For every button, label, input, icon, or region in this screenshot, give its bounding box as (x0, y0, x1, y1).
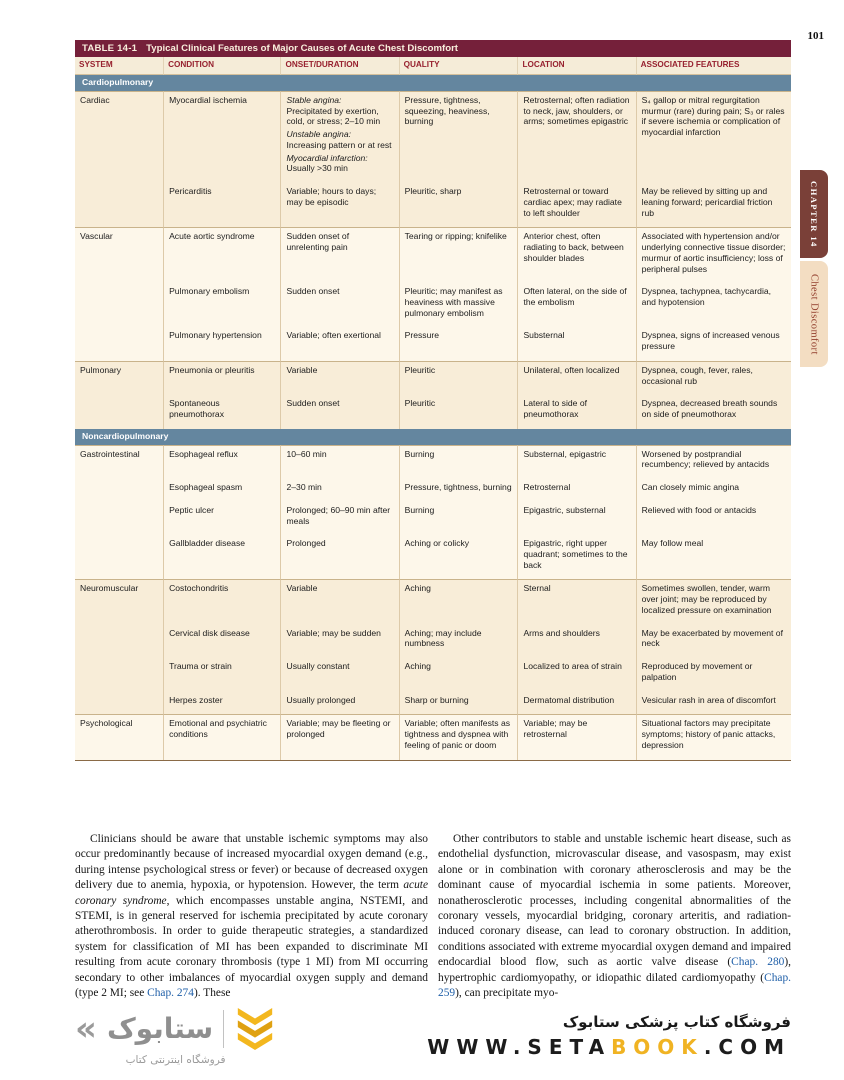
onset-cell: Variable; may be fleeting or prolonged (280, 714, 398, 759)
features-cell: Situational factors may precipitate symptoms; history of panic attacks, depression (636, 714, 791, 759)
system-cell: Psychological (75, 714, 163, 759)
quality-cell: Pleuritic (399, 395, 518, 428)
location-cell: Retrosternal; often radiation to neck, jaw, shoulders, or arms; sometimes epigastric (517, 91, 635, 183)
location-cell: Arms and shoulders (517, 625, 635, 658)
column-header-location: LOCATION (517, 57, 635, 75)
chapter-side-tabs (800, 170, 828, 367)
section-header: Cardiopulmonary (75, 75, 791, 91)
condition-cell: Pneumonia or pleuritis (163, 361, 280, 395)
logo-divider (223, 1010, 224, 1048)
system-cell: Neuromuscular (75, 579, 163, 714)
onset-subheading: Stable angina: (286, 94, 342, 105)
features-cell: Dyspnea, decreased breath sounds on side of pneumothorax (636, 395, 791, 428)
logo-wordmark: ستابوک (106, 1011, 214, 1045)
features-cell: Relieved with food or antacids (636, 502, 791, 535)
features-cell: May be exacerbated by movement of neck (636, 625, 791, 658)
features-cell: Associated with hypertension and/or underlying connective tissue disorder; murmur of aortic insufficiency; loss of peripheral pulses (636, 227, 791, 283)
setabook-logo (75, 1006, 276, 1066)
body-text-run: ), can precipitate myo- (455, 986, 559, 999)
system-cell: Pulmonary (75, 361, 163, 429)
features-cell: Dyspnea, cough, fever, rales, occasional rub (636, 361, 791, 395)
column-header-condition: CONDITION (163, 57, 280, 75)
body-text-run: Other contributors to stable and unstable ischemic heart disease, such as endothelial dysfunction, microvascular disease, and vasospasm, may exist alone or in combination with coronary atherosclerosis and may be the dominant cause of myocardial ischemia in some patients. Moreover, nonatherosclerotic processes, including congenital abnormalities of the coronary vessels, myocardial bridging, coronary arteritis, and radiation-induced coronary disease, can lead to coronary obstruction. In addition, conditions associated with extreme myocardial oxygen demand and impaired endocardial blood flow, such as aortic valve disease ( (438, 833, 791, 969)
location-cell: Substernal (517, 327, 635, 360)
body-text-run: Clinicians should be aware that unstable ischemic symptoms may also occur predominantly because of increased myocardial oxygen demand (e.g., during intense psychological stress or fever) or because of decreased oxygen delivery due to anemia, hypoxia, or hypotension. However, the term (75, 833, 428, 892)
system-cell: Gastrointestinal (75, 445, 163, 580)
condition-cell: Myocardial ischemia (163, 91, 280, 183)
condition-cell: Herpes zoster (163, 692, 280, 715)
footer-right (427, 1013, 791, 1059)
location-cell: Unilateral, often localized (517, 361, 635, 395)
condition-cell: Pericarditis (163, 183, 280, 227)
features-cell: Worsened by postprandial recumbency; relieved by antacids (636, 445, 791, 479)
location-cell: Epigastric, substernal (517, 502, 635, 535)
system-cell: Cardiac (75, 91, 163, 227)
onset-cell: 10–60 min (280, 445, 398, 479)
features-cell: Dyspnea, tachypnea, tachycardia, and hypotension (636, 283, 791, 327)
location-cell: Sternal (517, 579, 635, 624)
body-text-run: ). These (193, 986, 231, 999)
location-cell: Retrosternal or toward cardiac apex; may radiate to left shoulder (517, 183, 635, 227)
quality-cell: Pleuritic, sharp (399, 183, 518, 227)
onset-cell: Variable; may be sudden (280, 625, 398, 658)
body-paragraph-left (75, 832, 428, 1001)
onset-cell: Sudden onset (280, 395, 398, 428)
page-number: 101 (807, 30, 824, 42)
onset-subheading: Unstable angina: (286, 129, 351, 140)
onset-line: Increasing pattern or at rest (286, 139, 392, 150)
location-cell: Epigastric, right upper quadrant; sometimes to the back (517, 535, 635, 579)
condition-cell: Pulmonary embolism (163, 283, 280, 327)
onset-cell: Variable (280, 361, 398, 395)
onset-cell: Sudden onset of unrelenting pain (280, 227, 398, 283)
quality-cell: Aching; may include numbness (399, 625, 518, 658)
column-header-features: ASSOCIATED FEATURES (636, 57, 791, 75)
logo-row (75, 1006, 276, 1052)
onset-line: Usually >30 min (286, 163, 348, 174)
onset-cell: Variable; often exertional (280, 327, 398, 360)
column-header-onset: ONSET/DURATION (280, 57, 398, 75)
system-cell: Vascular (75, 227, 163, 361)
features-cell: Can closely mimic angina (636, 479, 791, 502)
body-paragraph-right (438, 832, 791, 1001)
url-segment: BOOK (611, 1035, 704, 1059)
location-cell: Localized to area of strain (517, 658, 635, 691)
onset-cell: Variable (280, 579, 398, 624)
condition-cell: Gallbladder disease (163, 535, 280, 579)
quality-cell: Aching (399, 658, 518, 691)
chevron-stack-icon (234, 1006, 276, 1052)
condition-cell: Esophageal spasm (163, 479, 280, 502)
bookstore-tagline: فروشگاه کتاب پزشکی ستابوک (562, 1013, 791, 1031)
onset-line: Precipitated by exertion, cold, or stress; 2–10 min (286, 105, 381, 127)
location-cell: Often lateral, on the side of the embolism (517, 283, 635, 327)
quality-cell: Aching (399, 579, 518, 624)
italic-term: acute coronary syndrome (75, 879, 428, 907)
chapter-link[interactable]: Chap. 274 (147, 986, 194, 999)
table-grid (75, 57, 791, 760)
quality-cell: Pressure (399, 327, 518, 360)
quality-cell: Tearing or ripping; knifelike (399, 227, 518, 283)
body-text-run: ), hypertrophic cardiomyopathy, or idiopathic dilated cardiomyopathy ( (438, 956, 791, 984)
chapter-number-tab: CHAPTER 14 (800, 170, 828, 258)
url-segment: .COM (703, 1035, 791, 1059)
quality-cell: Pleuritic (399, 361, 518, 395)
condition-cell: Acute aortic syndrome (163, 227, 280, 283)
onset-cell: Prolonged; 60–90 min after meals (280, 502, 398, 535)
quality-cell: Pressure, tightness, burning (399, 479, 518, 502)
quality-cell: Sharp or burning (399, 692, 518, 715)
table-title-bar (75, 40, 791, 57)
features-cell: Sometimes swollen, tender, warm over joint; may be reproduced by localized pressure on examination (636, 579, 791, 624)
onset-cell: Variable; hours to days; may be episodic (280, 183, 398, 227)
condition-cell: Emotional and psychiatric conditions (163, 714, 280, 759)
onset-cell: Sudden onset (280, 283, 398, 327)
column-header-system: SYSTEM (75, 57, 163, 75)
clinical-features-table (75, 40, 791, 761)
onset-cell: 2–30 min (280, 479, 398, 502)
bookstore-url[interactable] (427, 1035, 791, 1059)
condition-cell: Costochondritis (163, 579, 280, 624)
onset-cell: Usually prolonged (280, 692, 398, 715)
body-text (75, 832, 791, 1001)
body-column-right (438, 832, 791, 1001)
condition-cell: Esophageal reflux (163, 445, 280, 479)
section-header: Noncardiopulmonary (75, 429, 791, 445)
location-cell: Retrosternal (517, 479, 635, 502)
features-cell: Reproduced by movement or palpation (636, 658, 791, 691)
condition-cell: Cervical disk disease (163, 625, 280, 658)
condition-cell: Trauma or strain (163, 658, 280, 691)
body-column-left (75, 832, 428, 1001)
onset-subheading: Myocardial infarction: (286, 152, 368, 163)
chapter-link[interactable]: Chap. 259 (438, 971, 791, 999)
features-cell: May follow meal (636, 535, 791, 579)
onset-cell: Usually constant (280, 658, 398, 691)
table-label: TABLE 14-1 (82, 43, 138, 54)
quality-cell: Aching or colicky (399, 535, 518, 579)
location-cell: Substernal, epigastric (517, 445, 635, 479)
features-cell: Dyspnea, signs of increased venous pressure (636, 327, 791, 360)
condition-cell: Pulmonary hypertension (163, 327, 280, 360)
quality-cell: Pleuritic; may manifest as heaviness with massive pulmonary embolism (399, 283, 518, 327)
column-header-quality: QUALITY (399, 57, 518, 75)
location-cell: Variable; may be retrosternal (517, 714, 635, 759)
bookstore-footer (75, 1006, 791, 1066)
guillemet-icon: « (75, 1009, 97, 1049)
location-cell: Anterior chest, often radiating to back, between shoulder blades (517, 227, 635, 283)
onset-cell: Prolonged (280, 535, 398, 579)
location-cell: Lateral to side of pneumothorax (517, 395, 635, 428)
condition-cell: Spontaneous pneumothorax (163, 395, 280, 428)
chapter-title-tab: Chest Discomfort (800, 261, 828, 367)
chapter-link[interactable]: Chap. 280 (731, 956, 785, 969)
location-cell: Dermatomal distribution (517, 692, 635, 715)
table-title-text: Typical Clinical Features of Major Causes of Acute Chest Discomfort (146, 43, 459, 54)
quality-cell: Variable; often manifests as tightness and dyspnea with feeling of panic or doom (399, 714, 518, 759)
features-cell: S₄ gallop or mitral regurgitation murmur (rare) during pain; S₃ or rales if severe ischemia or complication of myocardial infarction (636, 91, 791, 183)
body-text-run: , which encompasses unstable angina, NSTEMI, and STEMI, is in general reserved for ischemia precipitated by acute coronary atherothrombosis. In order to guide therapeutic strategies, a standardized system for classification of MI has been expanded to discriminate MI resulting from acute coronary thrombosis (type 1 MI) from MI occurring secondary to other imbalances of myocardial oxygen supply and demand (type 2 MI; see (75, 894, 428, 999)
quality-cell: Burning (399, 445, 518, 479)
quality-cell: Burning (399, 502, 518, 535)
onset-cell (280, 91, 398, 183)
logo-caption: فروشگاه اینترنتی کتاب (125, 1054, 226, 1066)
features-cell: Vesicular rash in area of discomfort (636, 692, 791, 715)
url-segment: WWW.SETA (427, 1035, 612, 1059)
quality-cell: Pressure, tightness, squeezing, heaviness, burning (399, 91, 518, 183)
condition-cell: Peptic ulcer (163, 502, 280, 535)
features-cell: May be relieved by sitting up and leaning forward; pericardial friction rub (636, 183, 791, 227)
